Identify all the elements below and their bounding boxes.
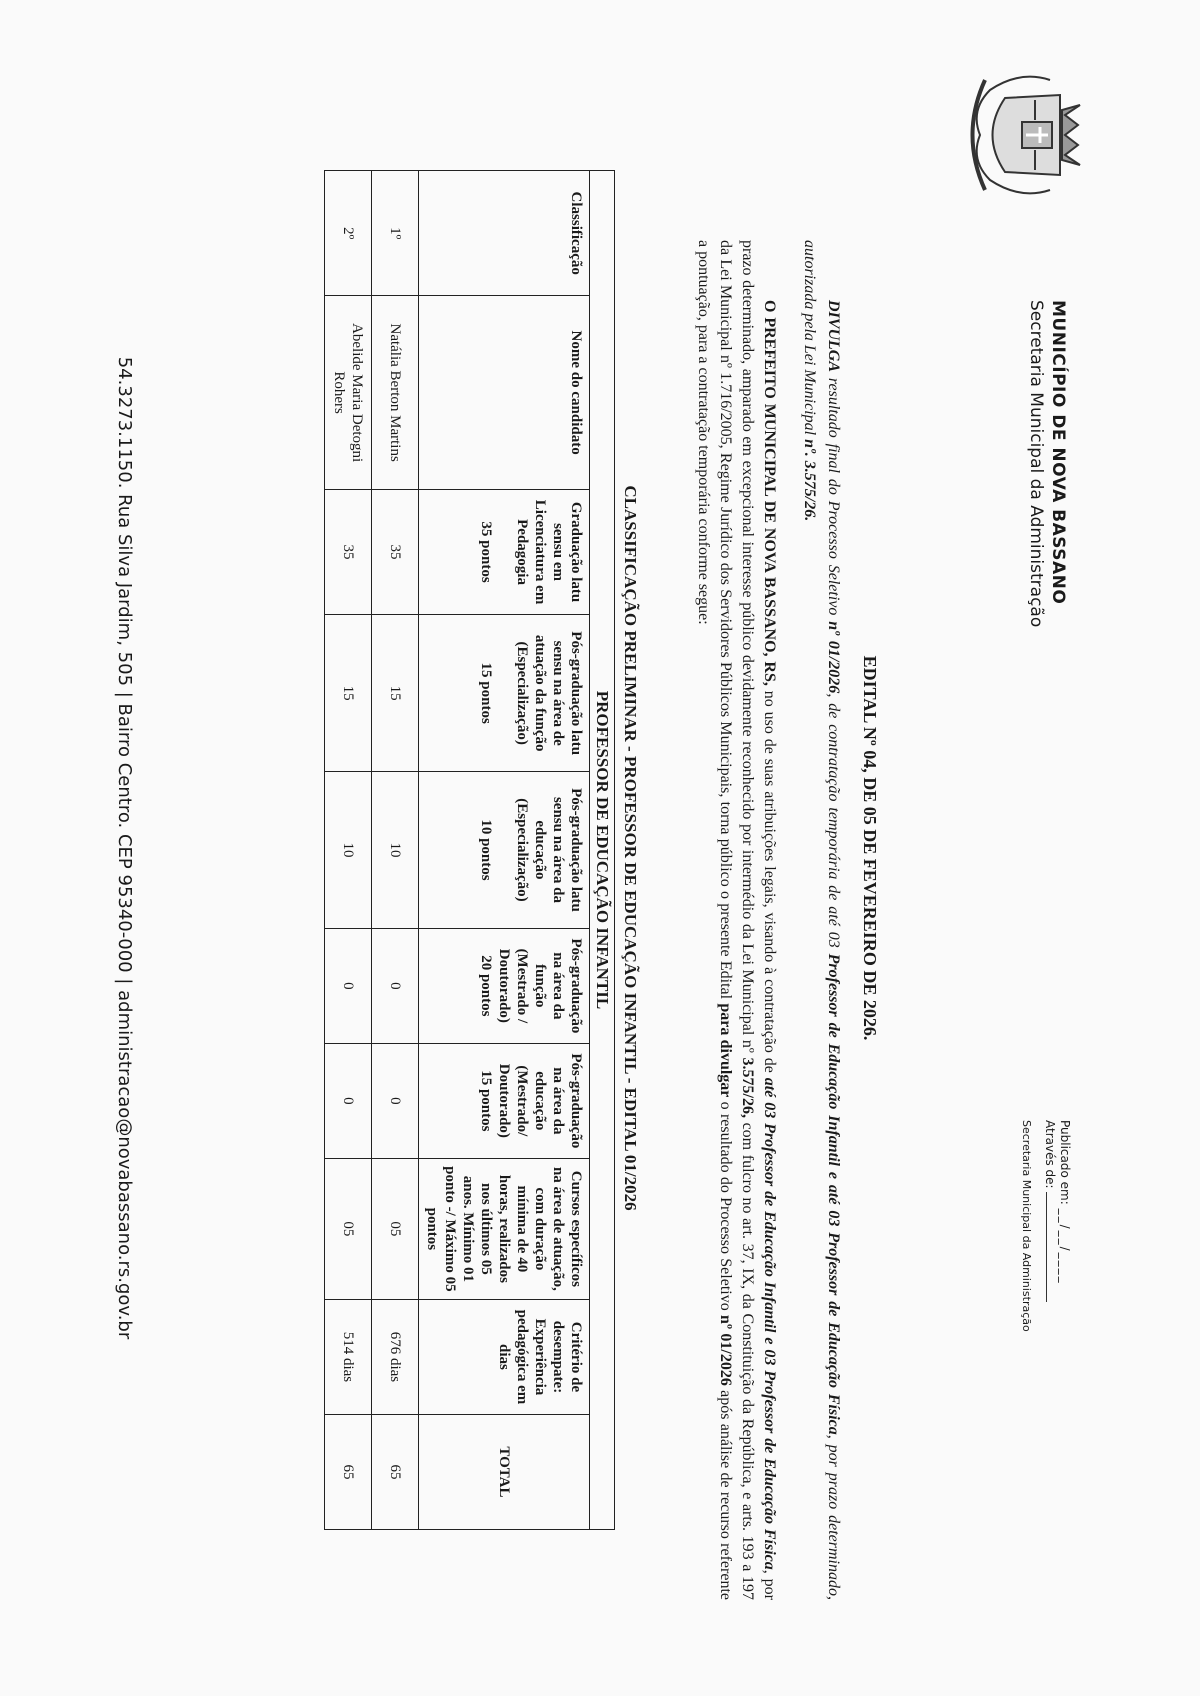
- table-row: [372, 171, 419, 1530]
- header-mestrado-educacao: [419, 1043, 590, 1158]
- cell-cursos: 05: [325, 1158, 372, 1299]
- municipality-name: MUNICÍPIO DE NOVA BASSANO: [1048, 300, 1068, 605]
- header-points: 20 pontos: [478, 955, 494, 1017]
- intro-mayor: O PREFEITO MUNICIPAL DE NOVA BASSANO, RS,: [761, 300, 778, 686]
- intro-text: , por prazo determinado, amparado em excepcional interesse público devidamente reconhecido por intermédio da Lei Municipal nº: [739, 240, 778, 1601]
- table-section-title: PROFESSOR DE EDUCAÇÃO INFANTIL: [590, 171, 615, 1530]
- header-graduacao: [419, 489, 590, 614]
- header-label: Pós-graduação na área da educação (Mestrado/ Doutorado): [496, 1053, 584, 1149]
- footer-contact: 54.3273.1150. Rua Silva Jardim, 505 | Bairro Centro. CEP 95340-000 | administracao@novabassano.rs.gov.br: [114, 356, 135, 1340]
- divulga-text: , por prazo determinado, autorizada pela Lei Municipal: [801, 240, 842, 1600]
- header-mestrado-funcao: [419, 928, 590, 1043]
- publication-secretaria: Secretaria Municipal da Administração: [1020, 1120, 1033, 1332]
- intro-text: o resultado do Processo Seletivo: [717, 1097, 734, 1315]
- divulga-process-number: nº 01/2026: [825, 621, 842, 694]
- header-total: [419, 1414, 590, 1529]
- header-block: [1026, 300, 1068, 627]
- intro-positions: até 03 Professor de Educação Infantil e 03 Professor de Educação Física: [761, 1077, 778, 1570]
- header-classificacao: [419, 171, 590, 296]
- divulga-keyword: DIVULGA: [825, 300, 842, 373]
- header-label: Classificação: [568, 191, 584, 275]
- table-header-row: [419, 171, 590, 1530]
- intro-para-divulgar: para divulgar: [717, 1003, 734, 1098]
- cell-total: 65: [372, 1414, 419, 1529]
- header-label: TOTAL: [496, 1446, 512, 1498]
- published-label: Publicado em:: [1058, 1120, 1072, 1205]
- cell-pos-edu: 10: [372, 772, 419, 929]
- cell-name: Abelide Maria Detogni Rohers: [325, 296, 372, 489]
- secretaria-name: Secretaria Municipal da Administração: [1026, 300, 1046, 628]
- cell-pos-func: 15: [372, 615, 419, 772]
- header-label: Nome do candidato: [568, 330, 584, 455]
- cell-mest-func: 0: [372, 928, 419, 1043]
- header-label: Pós-graduação latu sensu na área da educação (Especialização): [514, 788, 584, 912]
- divulga-text: resultado final do Processo Seletivo: [825, 372, 842, 622]
- classification-title: CLASSIFICAÇÃO PRELIMINAR - PROFESSOR DE EDUCAÇÃO INFANTIL - EDITAL 01/2026: [621, 485, 640, 1211]
- cell-pos-edu: 10: [325, 772, 372, 929]
- cell-grad: 35: [325, 489, 372, 614]
- header-nome: [419, 296, 590, 489]
- signature-line: [1046, 1192, 1057, 1302]
- cell-mest-func: 0: [325, 928, 372, 1043]
- header-label: Graduação latu sensu em Licenciatura em Pedagogia: [514, 499, 584, 605]
- intro-text: no uso de suas atribuições legais, visando à contratação de: [761, 685, 778, 1078]
- coat-of-arms-logo: [960, 60, 1090, 210]
- table-row: [325, 171, 372, 1530]
- cell-experiencia: 514 dias: [325, 1299, 372, 1414]
- header-points: 15 pontos: [478, 1070, 494, 1132]
- cell-rank: 2º: [325, 171, 372, 296]
- intro-text: após análise de recurso referente a pontuação, para a contratação temporária conforme segue:: [695, 240, 734, 1601]
- intro-process-number: nº 01/2026: [717, 1314, 734, 1386]
- publication-stamp: [1019, 1120, 1072, 1332]
- header-label: Cursos específicos na área de atuação, com duração mínima de 40 horas, realizados nos últimos 05 anos. Mínimo 01 ponto -/ Máximo 05 pontos: [424, 1166, 584, 1292]
- published-date: __/__/____: [1058, 1208, 1072, 1285]
- header-label: Pós-graduação latu sensu na área de atuação da função (Especialização): [514, 631, 584, 756]
- header-points: 10 pontos: [478, 819, 494, 881]
- cell-mest-edu: 0: [325, 1043, 372, 1158]
- header-points: 35 pontos: [478, 521, 494, 583]
- header-label: Critério de desempate: Experiência pedagógica em dias: [496, 1309, 584, 1405]
- header-points: 15 pontos: [478, 662, 494, 724]
- edital-title: EDITAL Nº 04, DE 05 DE FEVEREIRO DE 2026.: [860, 655, 880, 1041]
- intro-law: 3.575/26,: [739, 1057, 756, 1118]
- header-cursos: [419, 1158, 590, 1299]
- divulga-positions: Professor de Educação Infantil e até 03 Professor de Educação Física: [825, 953, 842, 1435]
- header-label: Pós-graduação na área da função (Mestrado / Doutorado): [496, 938, 584, 1034]
- intro-paragraph: [692, 240, 780, 1600]
- cell-rank: 1º: [372, 171, 419, 296]
- results-table-wrapper: [324, 170, 615, 1530]
- header-desempate: [419, 1299, 590, 1414]
- header-pos-funcao: [419, 615, 590, 772]
- cell-pos-func: 15: [325, 615, 372, 772]
- cell-mest-edu: 0: [372, 1043, 419, 1158]
- cell-cursos: 05: [372, 1158, 419, 1299]
- via-label: Através de:: [1043, 1120, 1057, 1189]
- divulga-paragraph: [797, 240, 845, 1600]
- table-section-row: [590, 171, 615, 1530]
- divulga-text: , de contratação temporária de até 03: [825, 693, 842, 954]
- cell-name: Natália Berton Martins: [372, 296, 419, 489]
- intro-text: com fulcro no art. 37, IX, da Constituição da República, e arts. 193 a 197 da Lei Municipal nº 1.716/2005, Regime Jurídico dos Servidores Públicos Municipais, torna público o presente Edital: [717, 240, 756, 1601]
- header-pos-educacao: [419, 772, 590, 929]
- cell-grad: 35: [372, 489, 419, 614]
- divulga-law-number: nº. 3.575/26.: [801, 439, 818, 522]
- results-table: [324, 170, 615, 1530]
- cell-total: 65: [325, 1414, 372, 1529]
- cell-experiencia: 676 dias: [372, 1299, 419, 1414]
